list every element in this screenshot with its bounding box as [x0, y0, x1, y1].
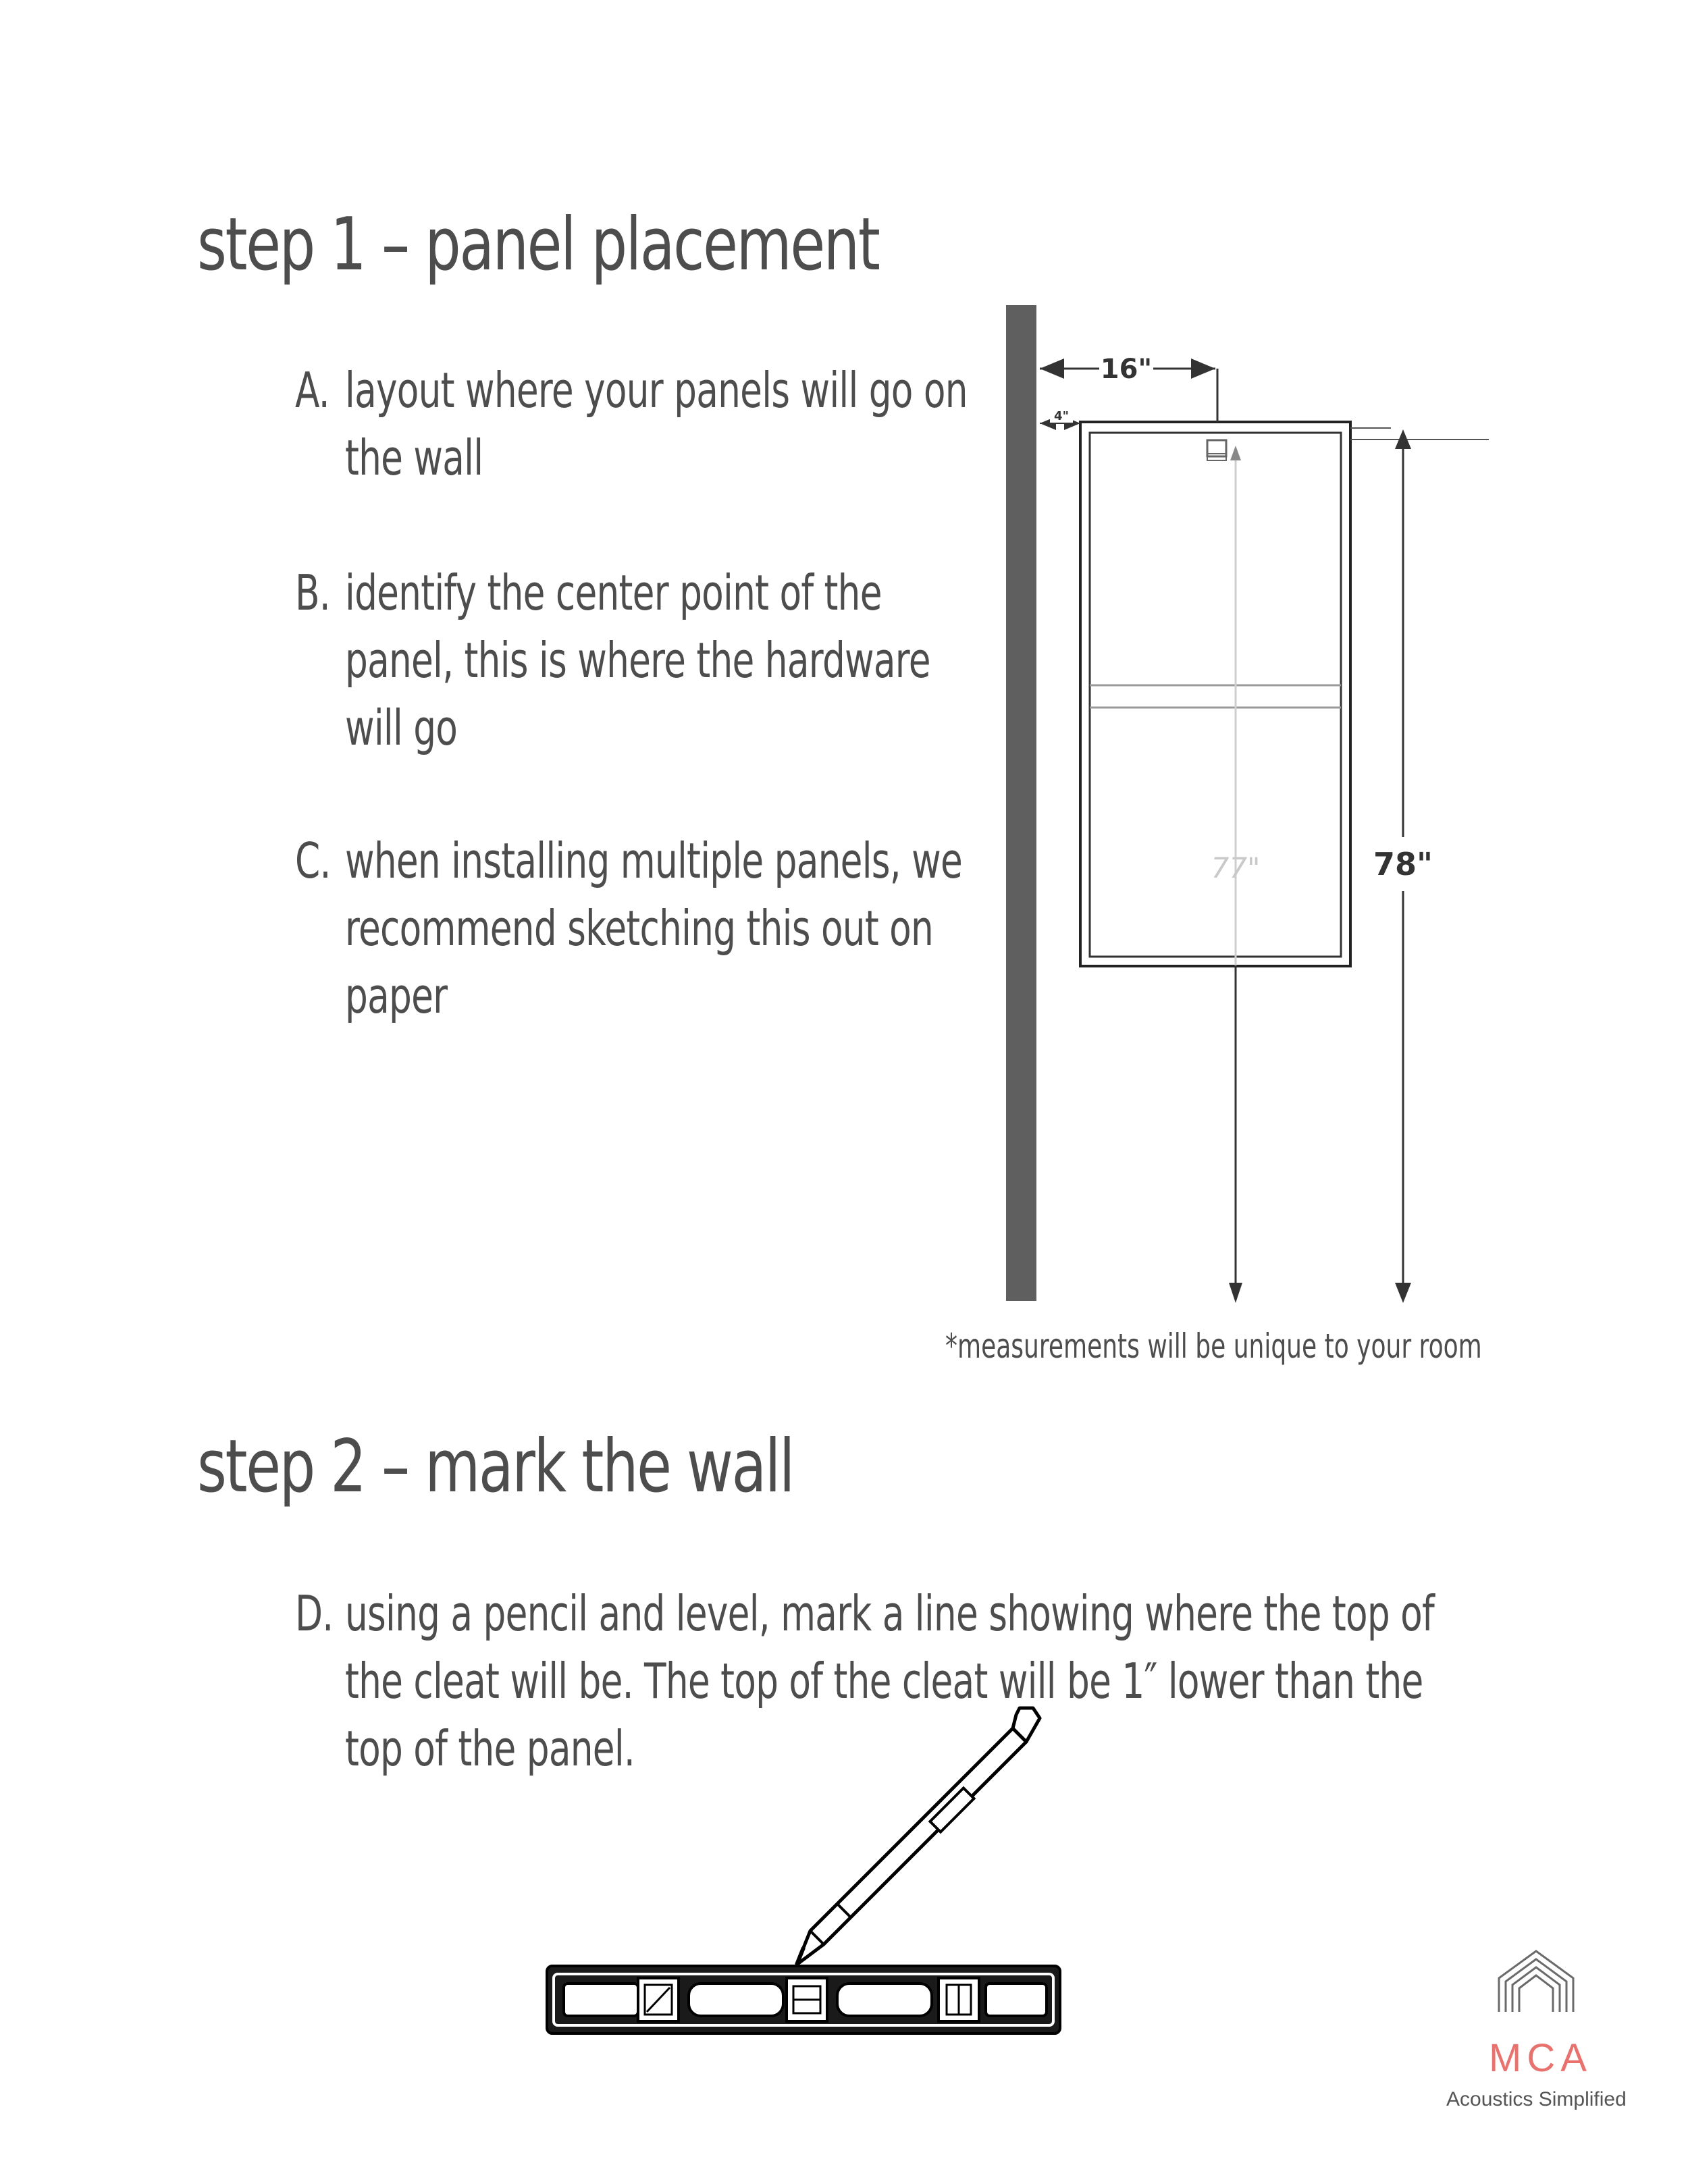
outer-height-arrow-bottom [1395, 1283, 1411, 1303]
panel-frame [1080, 422, 1350, 966]
step-item-line: the wall [345, 429, 483, 486]
step-item-line: recommend sketching this out on [345, 900, 934, 957]
step-item-letter: C. [295, 832, 331, 889]
step-item-line: identify the center point of the [345, 564, 882, 621]
step-item-line: top of the panel. [345, 1720, 635, 1777]
hardware-arrow [1230, 446, 1241, 460]
step-item-letter: A. [295, 362, 329, 419]
step-item-letter: B. [295, 564, 331, 621]
step-item-letter: D. [295, 1585, 334, 1642]
step-item-line: when installing multiple panels, we [345, 832, 963, 889]
step-item-line: will go [345, 699, 458, 756]
measurement-note: *measurements will be unique to your room [945, 1327, 1482, 1366]
step-item-line: the cleat will be. The top of the cleat will be 1″ lower than the [345, 1653, 1423, 1709]
level-tool [547, 1966, 1060, 2033]
step-item-line: panel, this is where the hardware [345, 632, 930, 689]
offset-label: 4" [1054, 409, 1069, 423]
mca-logo-icon [1499, 1951, 1573, 2012]
step2-title: step 2 – mark the wall [197, 1424, 794, 1509]
inner-height-label: 77" [1211, 851, 1261, 884]
outer-height-label: 78" [1373, 846, 1433, 882]
step-item-line: layout where your panels will go on [345, 362, 968, 419]
step-item-line: paper [345, 967, 448, 1024]
step1-title: step 1 – panel placement [197, 203, 879, 287]
wall [1006, 305, 1036, 1301]
width-label: 16" [1100, 354, 1153, 385]
logo-tagline: Acoustics Simplified [1446, 2088, 1627, 2110]
inner-height-arrow [1229, 1283, 1242, 1303]
logo-name: MCA [1489, 2036, 1592, 2080]
step-item-line: using a pencil and level, mark a line showing where the top of [345, 1585, 1435, 1642]
